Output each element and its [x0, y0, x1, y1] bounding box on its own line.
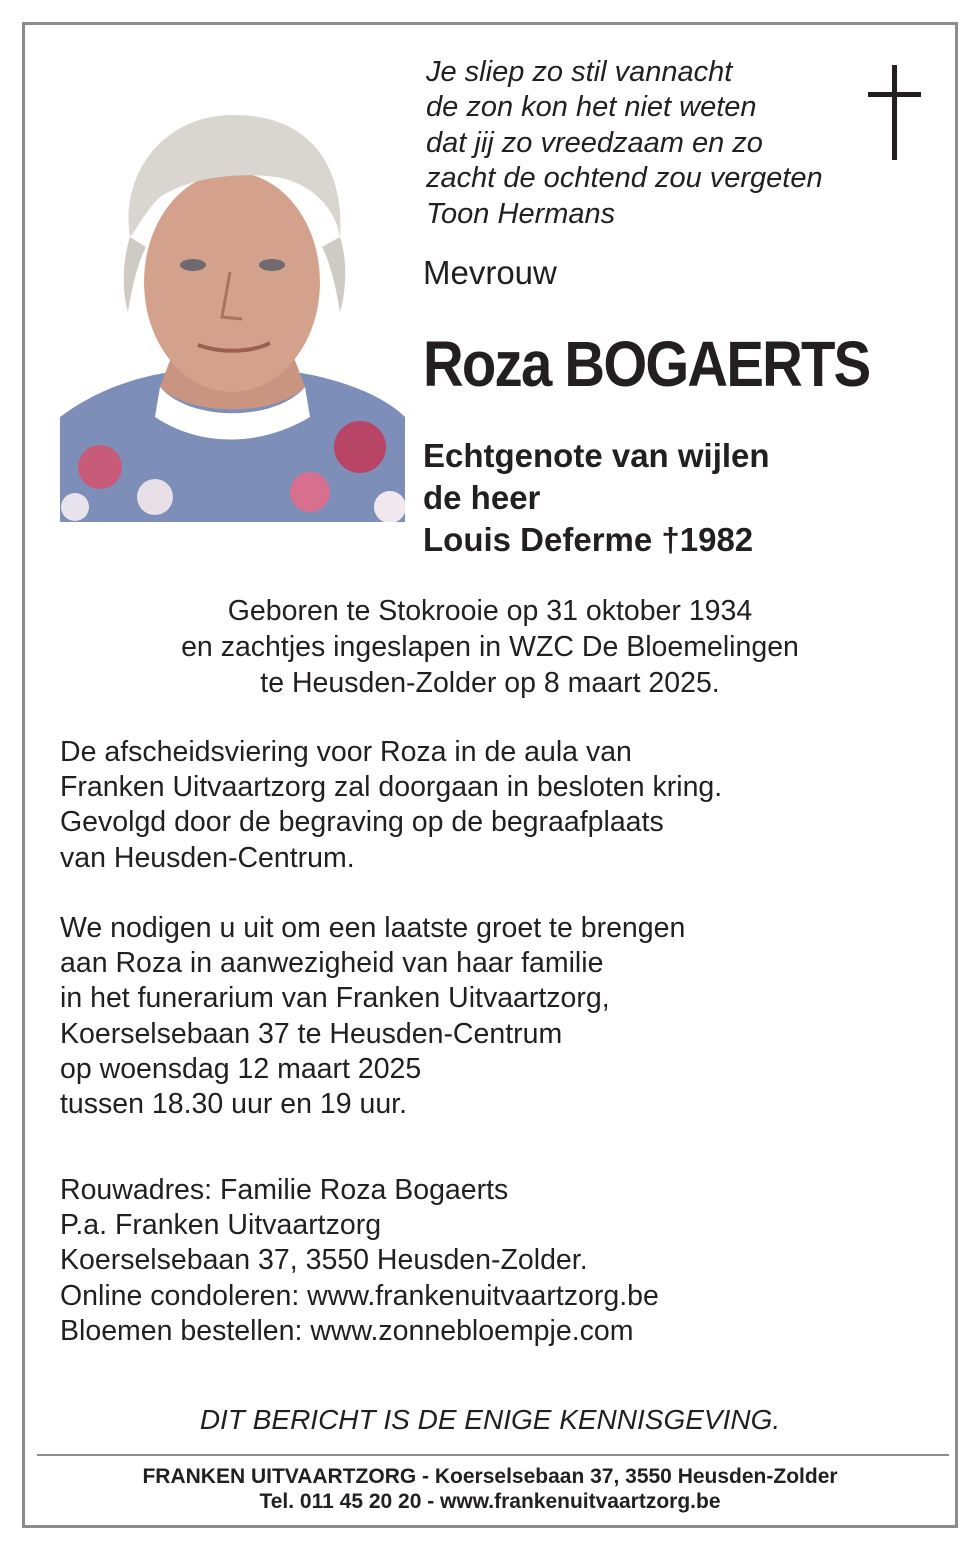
birth-line: te Heusden-Zolder op 8 maart 2025.	[260, 667, 720, 699]
visitation-line: aan Roza in aanwezigheid van haar familie	[60, 947, 604, 980]
honorific: Mevrouw	[423, 254, 557, 291]
spouse-line: Louis Deferme †1982	[423, 521, 754, 558]
poem	[426, 55, 886, 232]
visitation-line: tussen 18.30 uur en 19 uur.	[60, 1088, 408, 1121]
poem-line: zacht de ochtend zou vergeten	[426, 162, 823, 195]
poem-line: Je sliep zo stil vannacht	[426, 56, 733, 88]
deceased-name: Roza BOGAERTS	[423, 328, 870, 400]
spouse-line: de heer	[423, 479, 541, 516]
spouse-info	[423, 435, 770, 561]
cross-icon	[865, 63, 925, 163]
footer	[25, 1464, 955, 1514]
birth-death-info	[25, 593, 955, 701]
spouse-line: Echtgenote van wijlen	[423, 437, 770, 474]
visitation-line: We nodigen u uit om een laatste groet te brengen	[60, 912, 686, 944]
contact-line: Koerselsebaan 37, 3550 Heusden-Zolder.	[60, 1244, 588, 1277]
visitation-line: in het funerarium van Franken Uitvaartzorg,	[60, 982, 610, 1015]
poem-author: Toon Hermans	[426, 197, 616, 230]
contact-line: P.a. Franken Uitvaartzorg	[60, 1209, 382, 1242]
ceremony-paragraph	[60, 735, 722, 876]
ceremony-line: De afscheidsviering voor Roza in de aula van	[60, 736, 632, 768]
contact-line: Bloemen bestellen: www.zonnebloempje.com	[60, 1314, 634, 1347]
poem-line: de zon kon het niet weten	[426, 91, 757, 124]
contact-line: Online condoleren: www.frankenuitvaartzorg.be	[60, 1279, 659, 1312]
visitation-paragraph	[60, 911, 685, 1122]
contact-line: Rouwadres: Familie Roza Bogaerts	[60, 1174, 509, 1206]
ceremony-line: Gevolgd door de begraving op de begraafplaats	[60, 806, 664, 839]
notice-statement: DIT BERICHT IS DE ENIGE KENNISGEVING.	[199, 1404, 781, 1435]
ceremony-line: van Heusden-Centrum.	[60, 841, 355, 874]
birth-line: Geboren te Stokrooie op 31 oktober 1934	[227, 595, 753, 627]
footer-divider	[37, 1454, 949, 1456]
notice-frame	[22, 22, 958, 1528]
ceremony-line: Franken Uitvaartzorg zal doorgaan in besloten kring.	[60, 771, 723, 804]
birth-line: en zachtjes ingeslapen in WZC De Bloemelingen	[181, 631, 799, 663]
visitation-line: op woensdag 12 maart 2025	[60, 1052, 422, 1085]
footer-line: Tel. 011 45 20 20 - www.frankenuitvaartzorg.be	[259, 1490, 721, 1513]
visitation-line: Koerselsebaan 37 te Heusden-Centrum	[60, 1017, 563, 1050]
contact-paragraph	[60, 1173, 659, 1349]
poem-line: dat jij zo vreedzaam en zo	[426, 126, 763, 159]
portrait-photo	[60, 87, 405, 522]
footer-line: FRANKEN UITVAARTZORG - Koerselsebaan 37, 3550 Heusden-Zolder	[142, 1465, 838, 1488]
